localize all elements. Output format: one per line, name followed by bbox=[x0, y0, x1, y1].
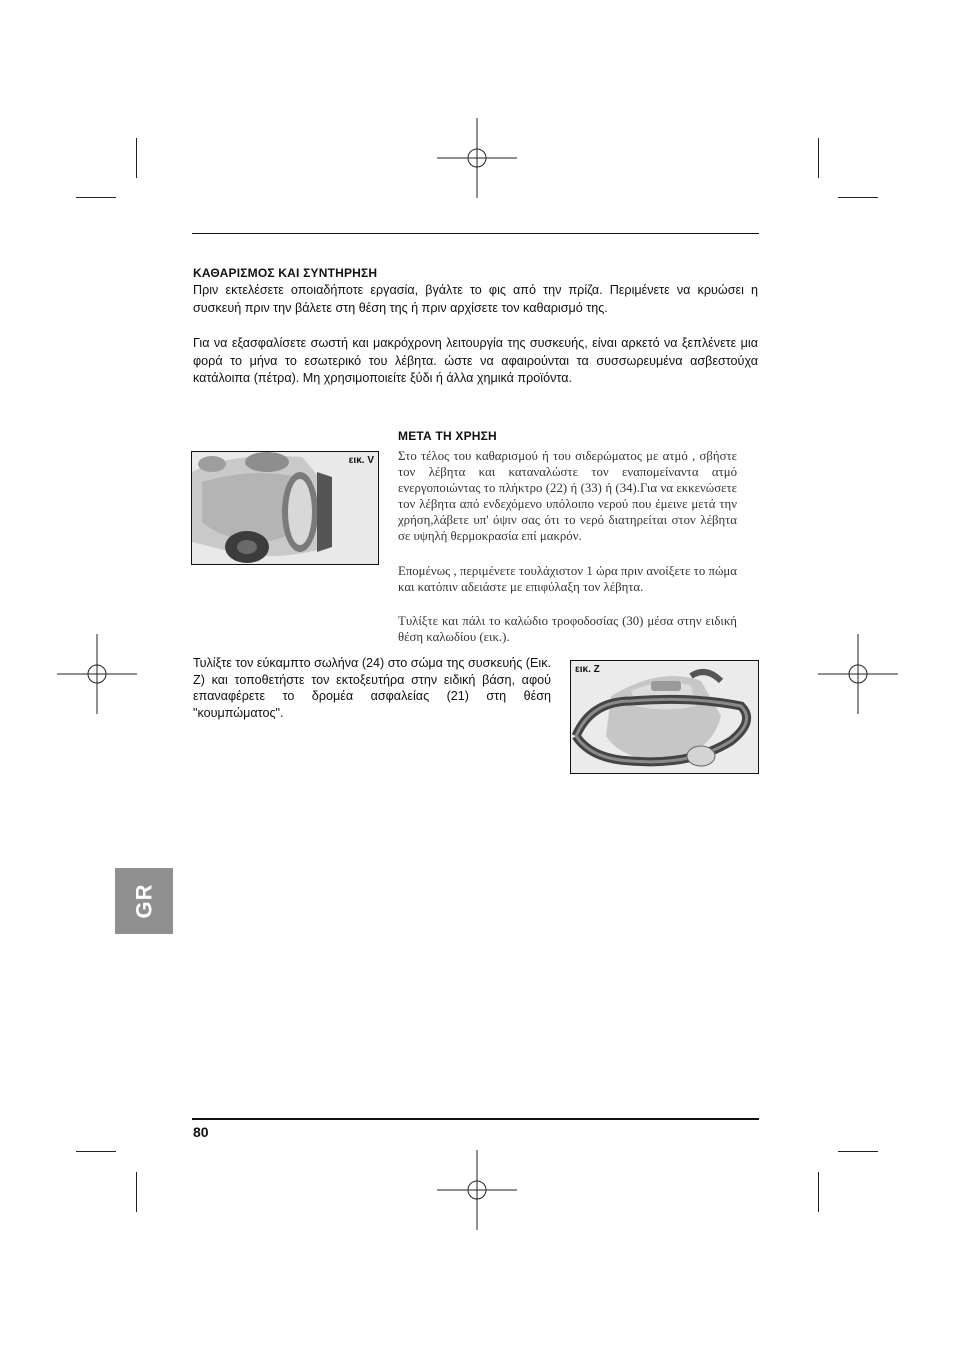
paragraph-unplug: Πριν εκτελέσετε οποιαδήποτε εργασία, βγάλτε το φις από την πρίζα. Περιμένετε να κρυώσει η συσκευή πριν την βάλετε στη θέση της ή πριν αρχίσετε τον καθαρισμό της. bbox=[193, 283, 758, 315]
figure-z-label: εικ. Z bbox=[575, 664, 600, 675]
page-number: 80 bbox=[193, 1124, 209, 1140]
crop-mark bbox=[838, 1151, 878, 1152]
paragraph-cable: Τυλίξτε και πάλι το καλώδιο τροφοδοσίας (30) μέσα στην ειδική θέση καλωδίου (εικ.). bbox=[398, 614, 737, 644]
figure-v-label: εικ. V bbox=[348, 455, 374, 466]
paragraph-after-use: Στο τέλος του καθαρισμού ή του σιδερώματος με ατμό , σβήστε τον λέβητα και καταναλώστε τον εναπομείναντα ατμό ενεργοποιώντας το πλήκτρο (22) ή (33) ή (34).Για να εκκενώσετε τον λέβητα από ενδεχόμενο υπόλοιπο νερού που έμεινε μετά την χρήση,λάβετε υπ' όψιν σας ότι το νερό διατηρείται στον λέβητα σε υψηλή θερμοκρασία επί μακρόν. bbox=[398, 449, 737, 543]
registration-mark bbox=[437, 1150, 517, 1230]
figure-v bbox=[191, 451, 379, 565]
language-tab-gr bbox=[115, 868, 173, 934]
figure-z bbox=[570, 660, 759, 774]
paragraph-wait: Επομένως , περιμένετε τουλάχιστον 1 ώρα πριν ανοίξετε το πώμα και κατόπιν αδειάστε με επιφύλαξη τον λέβητα. bbox=[398, 564, 737, 594]
section-heading-cleaning: ΚΑΘΑΡΙΣΜΟΣ ΚΑΙ ΣΥΝΤΗΡΗΣΗ bbox=[193, 266, 378, 280]
crop-mark bbox=[76, 1151, 116, 1152]
crop-mark bbox=[818, 138, 819, 178]
crop-mark bbox=[136, 138, 137, 178]
section-heading-after-use: ΜΕΤΑ ΤΗ ΧΡΗΣΗ bbox=[398, 429, 497, 443]
registration-mark bbox=[437, 118, 517, 198]
appliance-cap-illustration bbox=[192, 452, 378, 564]
header-rule bbox=[192, 233, 759, 234]
crop-mark bbox=[76, 197, 116, 198]
crop-mark bbox=[136, 1172, 137, 1212]
registration-mark bbox=[818, 634, 898, 714]
appliance-hose-illustration bbox=[571, 661, 758, 773]
paragraph-rinse: Για να εξασφαλίσετε σωστή και μακρόχρονη λειτουργία της συσκευής, είναι αρκετό να ξεπλένετε μια φορά το μήνα το εσωτερικό του λέβητα. ώστε να αφαιρούνται τα συσσωρευμένα ασβεστούχα κατάλοιπα (πέτρα). Μη χρησιμοποιείτε ξύδι ή άλλα χημικά προϊόντα. bbox=[193, 336, 758, 386]
crop-mark bbox=[818, 1172, 819, 1212]
paragraph-hose: Τυλίξτε τον εύκαμπτο σωλήνα (24) στο σώμα της συσκευής (Εικ. Ζ) και τοποθετήστε τον εκτοξευτήρα στην ειδική βάση, αφού επαναφέρετε το δρομέα ασφαλείας (21) στη θέση "κουμπώματος". bbox=[193, 656, 551, 720]
language-tab-label: GR bbox=[131, 883, 156, 919]
crop-mark bbox=[838, 197, 878, 198]
footer-rule bbox=[192, 1118, 759, 1120]
registration-mark bbox=[57, 634, 137, 714]
